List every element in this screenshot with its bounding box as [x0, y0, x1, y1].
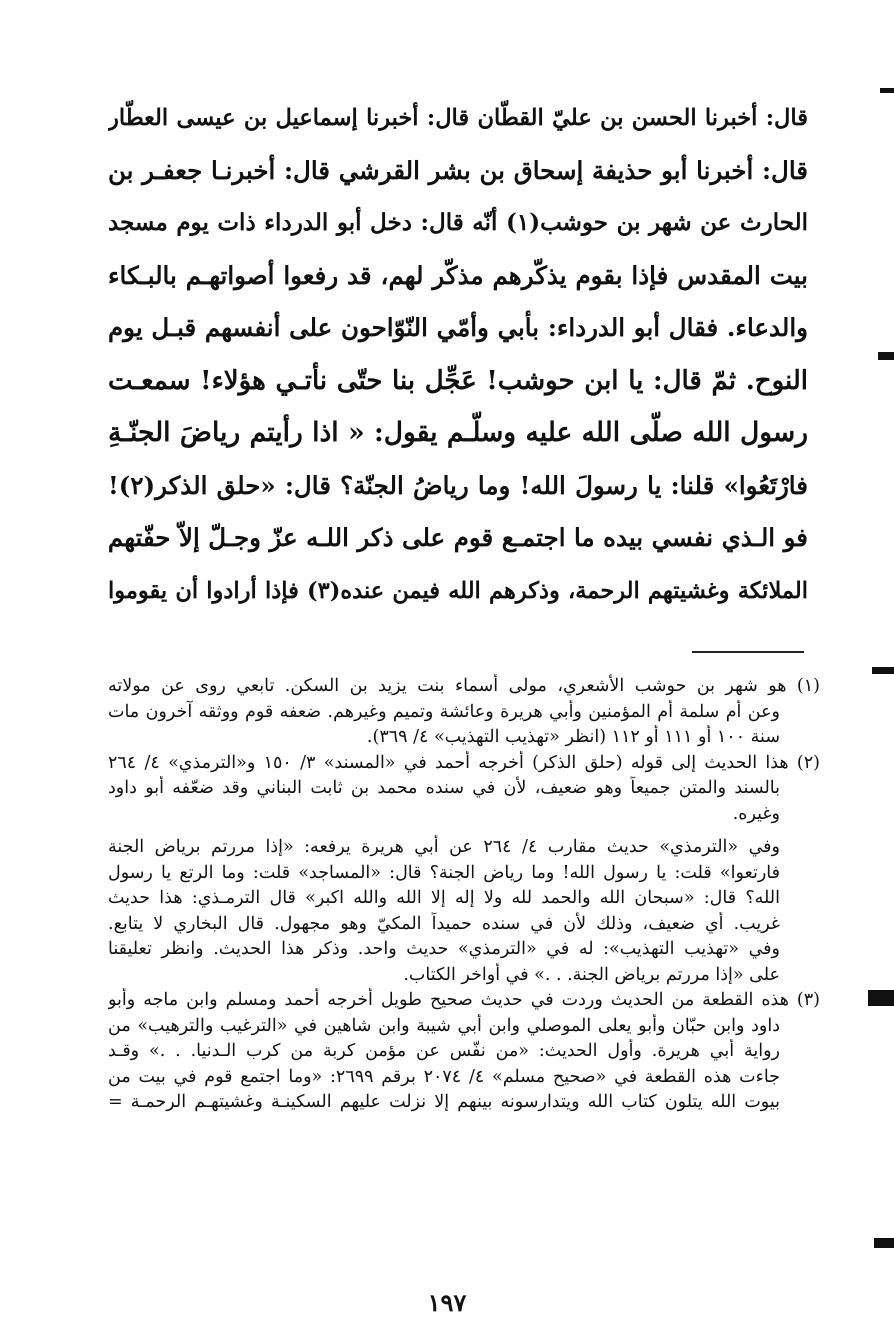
- scan-edge-mark: [878, 352, 894, 360]
- page-number: ١٩٧: [427, 1288, 467, 1317]
- main-text-line: قال: أخبرنا الحسن بن عليّ القطّان قال: أخبرنا إسماعيل بن عيسى العطّار: [108, 105, 808, 131]
- footnote-line: (٣) هذه القطعة من الحديث وردت في حديث صحيح طويل أخرجه أحمد ومسلم وابن ماجه وأبو: [108, 990, 820, 1010]
- main-text-line: بيت المقدس فإذا بقوم يذكّرهم مذكّر لهم، قد رفعوا أصواتهـم بالبـكاء: [108, 260, 808, 290]
- footnote-line: سنة ١٠٠ أو ١١١ أو ١١٢ (انظر «تهذيب التهذيب» ٤/ ٣٦٩).: [366, 727, 780, 747]
- footnote-line: جاءت هذه القطعة في «صحيح مسلم» ٤/ ٢٠٧٤ برقم ٢٦٩٩: «وما اجتمع قوم في بيت من: [108, 1066, 780, 1087]
- footnote-line: الله؟ قال: «سبحان الله والحمد لله ولا إله إلا الله والله اكبر» قال الترمـذي: هذا حديث: [108, 888, 780, 908]
- footnotes: [108, 674, 820, 1116]
- scan-edge-mark: [874, 1238, 894, 1248]
- main-text-line: الحارث عن شهر بن حوشب(١) أنّه قال: دخل أبو الدرداء ذات يوم مسجد: [108, 209, 808, 236]
- main-text-line: والدعاء. فقال أبو الدرداء: بأبي وأمّي النّوّاحون على أنفسهم قبـل يوم: [108, 313, 808, 342]
- footnote-2-continuation: [108, 835, 820, 988]
- footnote-line: داود وابن حبّان وأبو يعلى الموصلي وابن أبي شيبة وابن شاهين في «الترغيب والترهيب» من: [108, 1015, 780, 1036]
- main-text-line: فارْتَعُوا» قلنا: يا رسولَ الله! وما رياضُ الجنّة؟ قال: «حلق الذكر(٢)!: [108, 470, 808, 500]
- main-text-line: فو الـذي نفسي بيده ما اجتمـع قوم على ذكر اللـه عزّ وجـلّ إلاّ حفّتهم: [108, 523, 808, 552]
- footnote-separator: [692, 651, 804, 653]
- footnote-1: [108, 674, 820, 751]
- footnote-line: بيوت الله يتلون كتاب الله ويتدارسونه بينهم إلا نزلت عليهم السكينـة وغشيتهـم الرحمـة =: [108, 1092, 780, 1112]
- footnote-2: [108, 751, 820, 828]
- footnote-line: وعن أم سلمة أم المؤمنين وأبي هريرة وعائشة وتميم وغيرهم. ضعفه قوم ووثقه آخرون مات: [108, 701, 780, 722]
- main-text-line: رسول الله صلّى الله عليه وسلّـم يقول: « اذا رأيتم رياضَ الجنّـةِ: [108, 417, 808, 448]
- main-text-line: قال: أخبرنا أبو حذيفة إسحاق بن بشر القرشي قال: أخبرنـا جعفـر بن: [108, 155, 808, 185]
- scan-edge-mark: [880, 88, 894, 93]
- footnote-3: [108, 988, 820, 1116]
- footnote-line: وفي «الترمذي» حديث مقارب ٤/ ٢٦٤ عن أبي هريرة يرفعه: «إذا مررتم برياض الجنة: [108, 837, 780, 857]
- scan-edge-mark: [868, 990, 894, 1006]
- footnote-line: غريب. أي ضعيف، وذلك لأن في سنده حميداً المكيّ وهو مجهول. قال البخاري لا يتابع.: [108, 913, 780, 934]
- footnote-line: (٢) هذا الحديث إلى قوله (حلق الذكر) أخرجه أحمد في «المسند» ٣/ ١٥٠ و«الترمذي» ٤/ ٢٦٤: [108, 752, 820, 773]
- footnote-line: (١) هو شهر بن حوشب الأشعري، مولى أسماء بنت يزيد بن السكن. تابعي روى عن مولاته: [108, 676, 820, 696]
- main-text: [108, 92, 808, 617]
- footnote-line: رواية أبي هريرة. وأول الحديث: «من نفّس عن مؤمن كربة من كرب الـدنيا. . .» وقـد: [108, 1041, 780, 1061]
- footnote-line: بالسند والمتن جميعاً وهو ضعيف، لأن في سنده محمد بن ثابت البناني وقد ضعّفه أبو داود: [108, 778, 780, 798]
- main-text-line: الملائكة وغشيتهم الرحمة، وذكرهم الله فيمن عنده(٣) فإذا أرادوا أن يقوموا: [108, 577, 808, 604]
- footnote-line: وغيره.: [732, 803, 780, 824]
- main-text-line: النوح. ثمّ قال: يا ابن حوشب! عَجِّل بنا حتّى نأتـي هؤلاء! سمعـت: [108, 365, 808, 396]
- footnote-line: على «إذا مررتم برياض الجنة. . .» في أواخر الكتاب.: [403, 964, 780, 985]
- scan-edge-mark: [872, 667, 894, 674]
- footnote-line: فارتعوا» قلت: يا رسول الله! وما رياض الجنة؟ قال: «المساجد» قلت: وما الرتع يا رسول: [108, 862, 780, 883]
- footnote-line: وفي «تهذيب التهذيب»: له في «الترمذي» حديث واحد. وذكر هذا الحديث. وانظر تعليقنا: [108, 939, 780, 959]
